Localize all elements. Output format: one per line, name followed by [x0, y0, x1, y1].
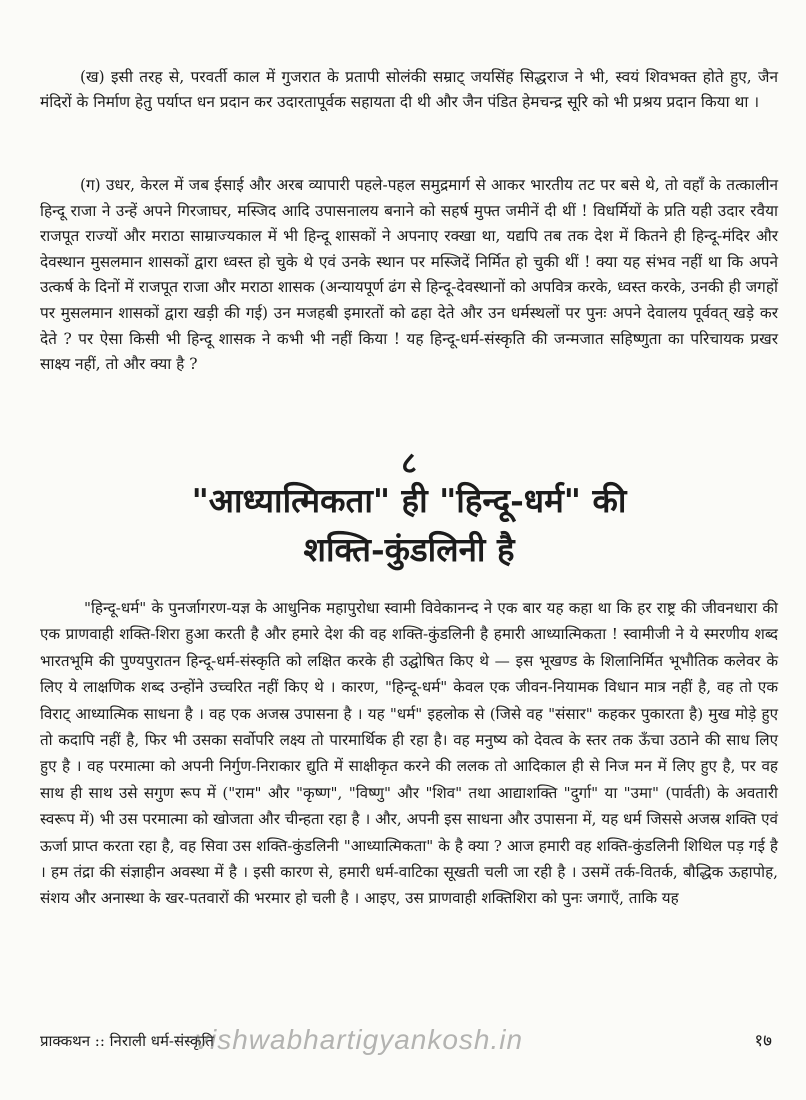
watermark: vishwabhartigyankosh.in	[195, 1024, 524, 1055]
chapter-title-line1: "आध्यात्मिकता" ही "हिन्दू-धर्म" की	[191, 481, 627, 520]
paragraph-kha: (ख) इसी तरह से, परवर्ती काल में गुजरात के प्रतापी सोलंकी सम्राट् जयसिंह सिद्धराज ने भी, स्वयं शिवभक्त होते हुए, जैन मंदिरों के निर्माण हेतु पर्याप्त धन प्रदान कर उदारतापूर्वक सहायता दी थी और जैन पंडित हेमचन्द्र सूरि को भी प्रश्रय प्रदान किया था ।	[40, 68, 778, 111]
paragraph-main: "हिन्दू-धर्म" के पुनर्जागरण-यज्ञ के आधुनिक महापुरोधा स्वामी विवेकानन्द ने एक बार यह कहा था कि हर राष्ट्र की जीवनधारा की एक प्राणवाही शक्ति-शिरा हुआ करती है और हमारे देश की वह शक्ति-कुंडलिनी है हमारी आध्यात्मिकता ! स्वामीजी ने ये स्मरणीय शब्द भारतभूमि की पुण्यपुरातन हिन्दू-धर्म-संस्कृति को लक्षित करके ही उद्घोषित किए थे — इस भूखण्ड के शिलानिर्मित भूभौतिक कलेवर के लिए ये लाक्षणिक शब्द उन्होंने उच्चरित नहीं किए थे । कारण, "हिन्दू-धर्म" केवल एक जीवन-नियामक विधान मात्र नहीं है, वह तो एक विराट् आध्यात्मिक साधना है । वह एक अजस्र उपासना है । यह "धर्म" इहलोक से (जिसे वह "संसार" कहकर पुकारता है) मुख मोड़े हुए तो कदापि नहीं है, फिर भी उसका सर्वोपरि लक्ष्य तो पारमार्थिक ही रहा है। वह मनुष्य को देवत्व के स्तर तक ऊँचा उठाने की साध लिए हुए है । वह परमात्मा को अपनी निर्गुण-निराकार द्युति में साक्षीकृत करने की ललक तो आदिकाल ही से निज मन में लिए हुए है, पर वह साथ ही साथ उसे सगुण रूप में ("राम" और "कृष्ण", "विष्णु" और "शिव" तथा आद्याशक्ति "दुर्गा" या "उमा" (पार्वती) के अवतारी स्वरूप में) भी उस परमात्मा को खोजता और चीन्हता रहा है । और, अपनी इस साधना और उपासना में, यह धर्म जिससे अजस्र शक्ति एवं ऊर्जा प्राप्त करता रहा है, वह सिवा उस शक्ति-कुंडलिनी "आध्यात्मिकता" के है क्या ? आज हमारी वह शक्ति-कुंडलिनी शिथिल पड़ गई है । हम तंद्रा की संज्ञाहीन अवस्था में है । इसी कारण से, हमारी धर्म-वाटिका सूखती चली जा रही है । उसमें तर्क-वितर्क, बौद्धिक ऊहापोह, संशय और अनास्था के खर-पतवारों की भरमार हो चली है । आइए, उस प्राणवाही शक्तिशिरा को पुनः जगाएँ, ताकि यह	[40, 599, 778, 908]
document-page	[40, 0, 778, 1100]
paragraph-ga: (ग) उधर, केरल में जब ईसाई और अरब व्यापारी पहले-पहल समुद्रमार्ग से आकर भारतीय तट पर बसे थे, तो वहाँ के तत्कालीन हिन्दू राजा ने उन्हें अपने गिरजाघर, मस्जिद आदि उपासनालय बनाने को सहर्ष मुफ्त जमीनें दी थीं ! विधर्मियों के प्रति यही उदार रवैया राजपूत राज्यों और मराठा साम्राज्यकाल में भी हिन्दू शासकों ने अपनाए रक्खा था, यद्यपि तब तक देश में कितने ही हिन्दू-मंदिर और देवस्थान मुसलमान शासकों द्वारा ध्वस्त हो चुके थे एवं उनके स्थान पर मस्जिदें निर्मित हो चुकी थीं ! क्या यह संभव नहीं था कि अपने उत्कर्ष के दिनों में राजपूत राजा और मराठा शासक (अन्यायपूर्ण ढंग से हिन्दू-देवस्थानों को अपवित्र करके, ध्वस्त करके, उनकी ही जगहों पर मुसलमान शासकों द्वारा खड़ी की गई) उन मजहबी इमारतों को ढहा देते और उन धर्मस्थलों पर पुनः अपने देवालय पूर्ववत् खड़े कर देते ? पर ऐसा किसी भी हिन्दू शासक ने कभी भी नहीं किया ! यह हिन्दू-धर्म-संस्कृति की जन्मजात सहिष्णुता का परिचायक प्रखर साक्ष्य नहीं, तो और क्या है ?	[40, 176, 778, 374]
running-title: प्राक्कथन :: निराली धर्म-संस्कृति	[40, 1032, 214, 1050]
chapter-title-line2: शक्ति-कुंडलिनी है	[303, 530, 515, 569]
chapter-number: ८	[401, 446, 417, 481]
page-number: १७	[754, 1031, 772, 1051]
